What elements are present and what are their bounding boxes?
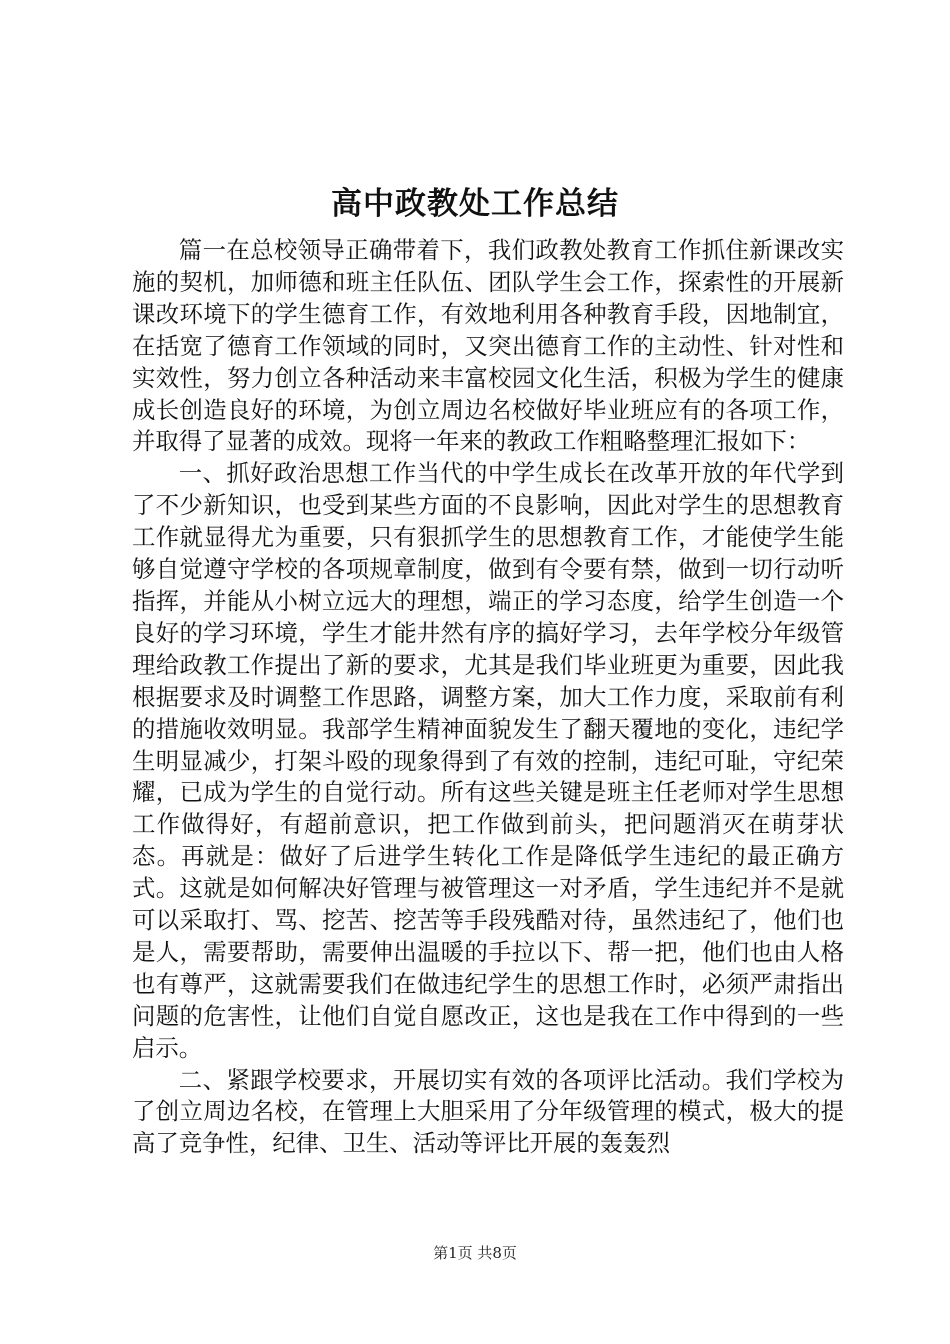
paragraph-intro: 篇一在总校领导正确带着下，我们政教处教育工作抓住新课改实施的契机，加师德和班主任队伍、团队学生会工作，探索性的开展新课改环境下的学生德育工作，有效地利用各种教育手段，因地制宜，在括宽了德育工作领域的同时，又突出德育工作的主动性、针对性和实效性，努力创立各种活动来丰富校园文化生活，积极为学生的健康成长创造良好的环境，为创立周边名校做好毕业班应有的各项工作，并取得了显著的成效。现将一年来的教政工作粗略整理汇报如下： <box>132 236 844 456</box>
paragraph-section-one: 一、抓好政治思想工作当代的中学生成长在改革开放的年代学到了不少新知识，也受到某些方面的不良影响，因此对学生的思想教育工作就显得尤为重要，只有狠抓学生的思想教育工作，才能使学生能够自觉遵守学校的各项规章制度，做到有令要有禁，做到一切行动听指挥，并能从小树立远大的理想，端正的学习态度，给学生创造一个良好的学习环境，学生才能井然有序的搞好学习，去年学校分年级管理给政教工作提出了新的要求，尤其是我们毕业班更为重要，因此我根据要求及时调整工作思路，调整方案，加大工作力度，采取前有利的措施收效明显。我部学生精神面貌发生了翻天覆地的变化，违纪学生明显减少，打架斗殴的现象得到了有效的控制，违纪可耻，守纪荣耀，已成为学生的自觉行动。所有这些关键是班主任老师对学生思想工作做得好，有超前意识，把工作做到前头，把问题消灭在萌芽状态。再就是：做好了后进学生转化工作是降低学生违纪的最正确方式。这就是如何解决好管理与被管理这一对矛盾，学生违纪并不是就可以采取打、骂、挖苦、挖苦等手段残酷对待，虽然违纪了，他们也是人，需要帮助，需要伸出温暖的手拉以下、帮一把，他们也由人格也有尊严，这就需要我们在做违纪学生的思想工作时，必须严肃指出问题的危害性，让他们自觉自愿改正，这也是我在工作中得到的一些启示。 <box>132 459 844 1062</box>
document-title: 高中政教处工作总结 <box>331 186 619 222</box>
document-body <box>132 235 844 1160</box>
page-footer: 第1页 共8页 <box>433 1244 517 1262</box>
paragraph-section-two: 二、紧跟学校要求，开展切实有效的各项评比活动。我们学校为了创立周边名校，在管理上大胆采用了分年级管理的模式，极大的提高了竞争性，纪律、卫生、活动等评比开展的轰轰烈 <box>132 1065 844 1158</box>
